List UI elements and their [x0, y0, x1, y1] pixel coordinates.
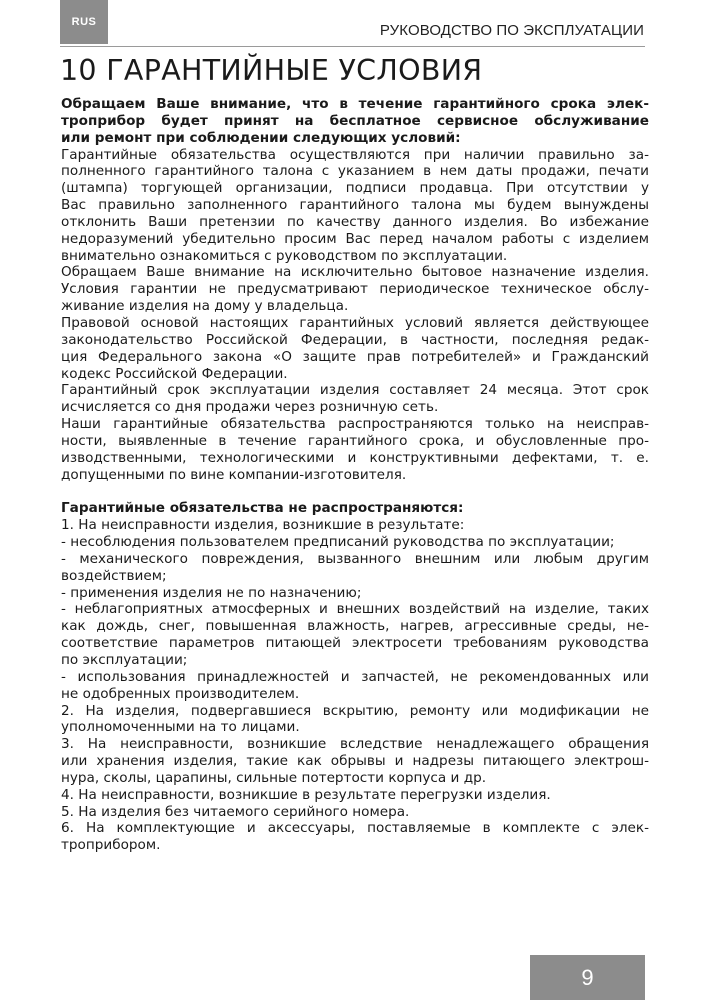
paragraph-legal-basis [61, 315, 649, 382]
paragraph-gap [61, 483, 649, 500]
text-line: Правовой основой настоящих гарантийных условий является действующее [61, 314, 649, 331]
text-line: полненного гарантийного талона с указанием в нем даты продажи, печати [61, 163, 649, 180]
list-item: 5. На изделия без читаемого серийного номера. [61, 803, 410, 820]
list-item: или хранения изделия, такие как обрывы и надрезы питающего электрош- [61, 753, 649, 770]
paragraph-warranty-period [61, 382, 649, 416]
list-item: - использования принадлежностей и запчастей, не рекомендованных или [61, 668, 649, 685]
text-line: Гарантийные обязательства осуществляются при наличии правильно за- [61, 146, 649, 163]
body-text [61, 96, 649, 854]
list-item: - неблагоприятных атмосферных и внешних воздействий на изделие, таких [61, 601, 649, 618]
list-item: 1. На неисправности изделия, возникшие в результате: [61, 517, 465, 534]
text-line: ности, выявленные в течение гарантийного срока, и обусловленные про- [61, 432, 649, 449]
list-item: 4. На неисправности, возникшие в результате перегрузки изделия. [61, 786, 551, 803]
list-item: - механического повреждения, вызванного внешним или любым другим [61, 550, 649, 567]
list-item: воздействием; [61, 567, 167, 584]
list-item: 2. На изделия, подвергавшиеся вскрытию, ремонту или модификации не [61, 702, 649, 719]
text-line: Обращаем Ваше внимание, что в течение гарантийного срока элек- [61, 96, 649, 112]
running-header: РУКОВОДСТВО ПО ЭКСПЛУАТАЦИИ [379, 22, 644, 39]
text-line: внимательно ознакомиться с руководством по эксплуатации. [61, 247, 508, 264]
text-line: троприбор будет принят на бесплатное сервисное обслуживание [61, 112, 649, 129]
intro-paragraph [61, 96, 649, 147]
paragraph-coverage [61, 416, 649, 483]
list-item: как дождь, снег, повышенная влажность, нагрев, агрессивные среды, не- [61, 618, 649, 635]
text-line: Вас правильно заполненного гарантийного талона мы будем вынуждены [61, 197, 649, 214]
text-line: исчисляется со дня продажи через розничную сеть. [61, 399, 439, 416]
list-item: уполномоченными на то лицами. [61, 719, 300, 736]
text-line: ция Федерального закона «О защите прав потребителей» и Гражданский [61, 348, 649, 365]
text-line: изводственными, технологическими и конструктивными дефектами, т. е. [61, 449, 649, 466]
list-item: - применения изделия не по назначению; [61, 584, 362, 601]
text-line: Гарантийный срок эксплуатации изделия составляет 24 месяца. Этот срок [61, 382, 649, 399]
list-item: нура, сколы, царапины, сильные потертости корпуса и др. [61, 769, 487, 786]
text-line: законодательство Российской Федерации, в частности, последняя редак- [61, 331, 649, 348]
list-item: 6. На комплектующие и аксессуары, поставляемые в комплекте с элек- [61, 820, 649, 837]
page-number: 9 [530, 955, 645, 1000]
text-line: отклонить Ваши претензии по качеству данного изделия. Во избежание [61, 213, 649, 230]
exclusions-heading: Гарантийные обязательства не распространяются: [61, 500, 464, 517]
text-line: живание изделия на дому у владельца. [61, 298, 349, 315]
paragraph-warranty-card [61, 147, 649, 265]
exclusions-list [61, 517, 649, 854]
text-line: Обращаем Ваше внимание на исключительно бытовое назначение изделия. [61, 264, 649, 281]
text-line: кодекс Российской Федерации. [61, 365, 288, 382]
list-item: соответствие параметров питающей электросети требованиям руководства [61, 635, 649, 652]
list-item: 3. На неисправности, возникшие вследствие ненадлежащего обращения [61, 736, 649, 753]
text-line: Наши гарантийные обязательства распространяются только на неисправ- [61, 416, 649, 433]
list-item: по эксплуатации; [61, 652, 188, 668]
header-rule [60, 46, 645, 47]
list-item: - несоблюдения пользователем предписаний руководства по эксплуатации; [61, 534, 615, 551]
list-item: не одобренных производителем. [61, 685, 300, 702]
list-item: троприбором. [61, 837, 161, 854]
language-tab: RUS [60, 0, 108, 44]
text-line: (штампа) торгующей организации, подписи продавца. При отсутствии у [61, 180, 649, 197]
page-title: 10 ГАРАНТИЙНЫЕ УСЛОВИЯ [60, 54, 483, 87]
text-line: или ремонт при соблюдении следующих условий: [61, 129, 461, 146]
text-line: допущенными по вине компании-изготовителя. [61, 466, 407, 483]
text-line: Условия гарантии не предусматривают периодическое техническое обслу- [61, 281, 649, 298]
text-line: недоразумений убедительно просим Вас перед началом работы с изделием [61, 230, 649, 247]
paragraph-household-use [61, 264, 649, 315]
